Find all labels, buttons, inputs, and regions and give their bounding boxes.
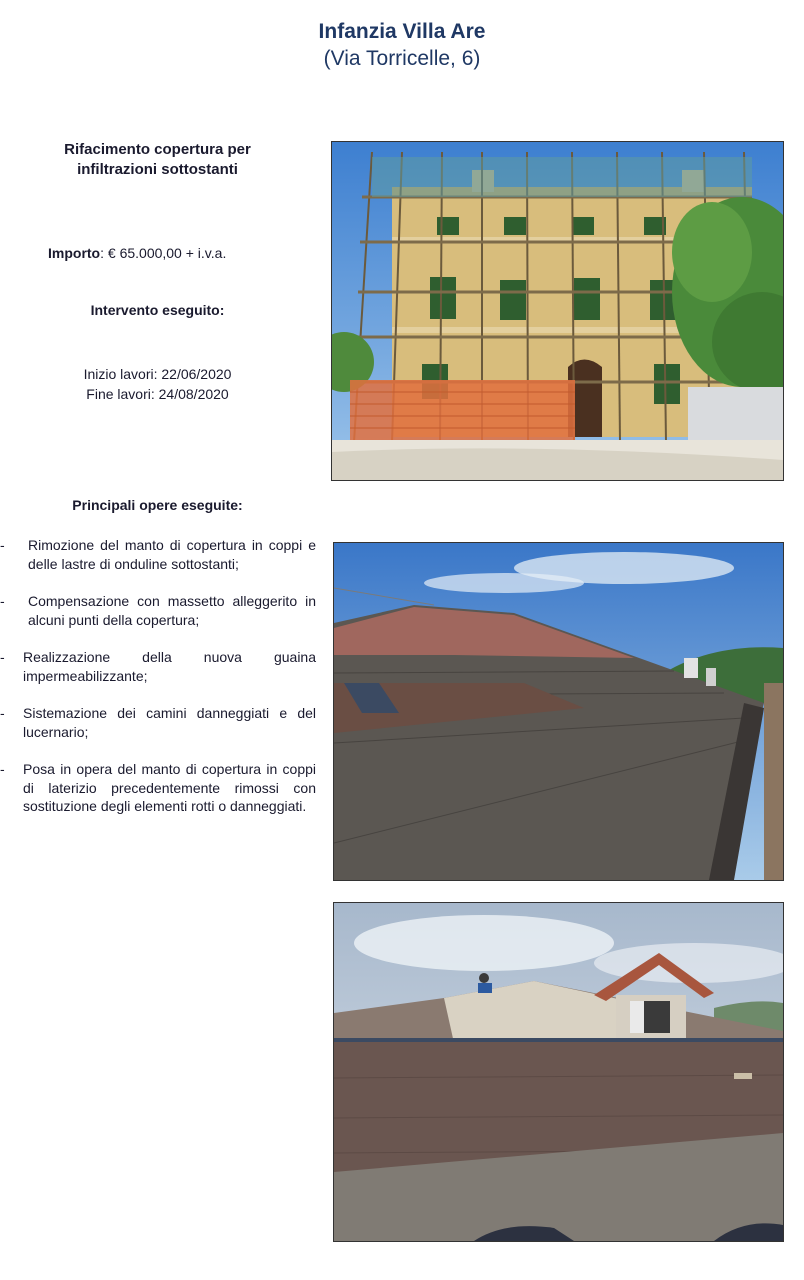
list-item: - Posa in opera del manto di copertura in coppi di laterizio precedentemente rimossi con sostituzione degli elementi rotti o danneggiati. <box>0 761 316 814</box>
list-item: - Compensazione con massetto alleggerito in alcuni punti della copertura; <box>0 593 316 628</box>
page-title: Infanzia Villa Are <box>318 20 486 43</box>
roof-tiles-photo <box>333 902 784 1242</box>
principali-heading: Principali opere eseguite: <box>72 497 243 513</box>
intervento-heading: Intervento eseguito: <box>90 302 225 318</box>
list-item: - Realizzazione della nuova guaina impermeabilizzante; <box>0 649 316 684</box>
building-facade-photo <box>331 141 784 481</box>
importo-label: Importo <box>48 245 101 261</box>
page-address: (Via Torricelle, 6) <box>323 47 481 70</box>
importo <box>48 245 226 261</box>
importo-value: : € 65.000,00 + i.v.a. <box>100 245 227 261</box>
works-list <box>0 536 316 835</box>
inizio-lavori: Inizio lavori: 22/06/2020 <box>83 366 232 382</box>
work-title-line2: infiltrazioni sottostanti <box>77 161 238 178</box>
work-title <box>30 140 285 180</box>
list-item: - Sistemazione dei camini danneggiati e del lucernario; <box>0 705 316 740</box>
dates-block <box>30 364 285 404</box>
work-title-line1: Rifacimento copertura per <box>64 141 251 158</box>
roof-membrane-photo <box>333 542 784 881</box>
fine-lavori: Fine lavori: 24/08/2020 <box>86 386 229 402</box>
list-item: - Rimozione del manto di copertura in coppi e delle lastre di onduline sottostanti; <box>0 537 316 572</box>
